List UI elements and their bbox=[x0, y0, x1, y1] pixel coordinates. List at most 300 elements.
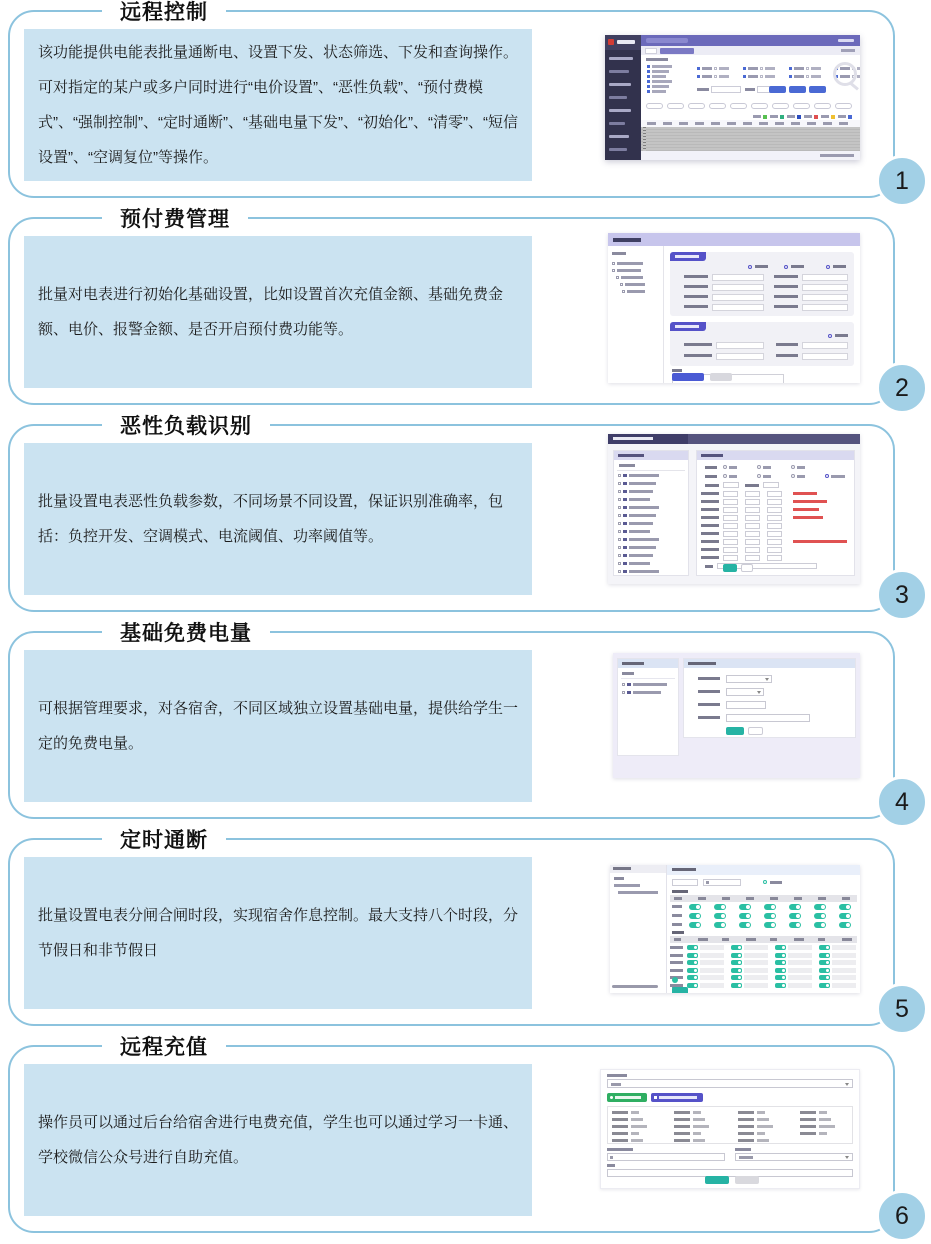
mock-time-field bbox=[744, 945, 768, 950]
mock-part bbox=[647, 65, 650, 68]
mock-part bbox=[748, 67, 758, 70]
mock-part bbox=[693, 1132, 701, 1135]
mock-part bbox=[738, 976, 741, 979]
mock-part bbox=[623, 482, 627, 485]
mock-part bbox=[652, 80, 672, 83]
mock-part bbox=[698, 716, 720, 719]
mock-part bbox=[721, 905, 725, 909]
mock-toggle-on bbox=[819, 983, 830, 988]
section-title: 远程充值 bbox=[102, 1029, 226, 1067]
mock-part bbox=[693, 1118, 705, 1121]
mock-tree-panel bbox=[617, 658, 679, 756]
mock-part bbox=[614, 451, 688, 460]
mock-part bbox=[613, 867, 631, 870]
mock-part bbox=[769, 86, 786, 93]
mock-red-note bbox=[793, 540, 847, 543]
mock-part bbox=[646, 38, 688, 43]
mock-part bbox=[791, 265, 804, 268]
mock-toggle-on bbox=[775, 983, 786, 988]
mock-part bbox=[771, 923, 775, 927]
mock-part bbox=[721, 914, 725, 918]
mock-part bbox=[610, 865, 666, 873]
mock-part bbox=[826, 976, 829, 979]
mock-part bbox=[623, 490, 627, 493]
mock-sidebar bbox=[605, 35, 641, 160]
mock-part bbox=[607, 1148, 633, 1151]
mock-part bbox=[782, 961, 785, 964]
mock-part bbox=[846, 923, 850, 927]
section-description-box bbox=[24, 443, 532, 595]
mock-part bbox=[629, 498, 650, 501]
mock-part bbox=[814, 115, 818, 119]
mock-part bbox=[613, 437, 653, 440]
mock-part bbox=[797, 466, 805, 469]
mock-part bbox=[796, 905, 800, 909]
mock-part bbox=[745, 515, 760, 521]
mock-part bbox=[702, 75, 712, 78]
mock-part bbox=[771, 914, 775, 918]
mock-part bbox=[705, 484, 719, 487]
mock-part bbox=[609, 57, 633, 60]
mock-part bbox=[727, 122, 736, 125]
mock-part bbox=[738, 961, 741, 964]
mock-toggle-on bbox=[739, 913, 751, 919]
section-description-text: 操作员可以通过后台给宿舍进行电费充值，学生也可以通过学习一卡通、学校微信公众号进行自助充值。 bbox=[38, 1114, 519, 1166]
mock-tree-panel bbox=[613, 450, 689, 576]
mock-part bbox=[821, 115, 829, 118]
mock-part bbox=[738, 969, 741, 972]
mock-part bbox=[787, 115, 795, 118]
mock-part bbox=[770, 897, 778, 900]
feature-overview-page bbox=[0, 1, 931, 1244]
mock-part bbox=[767, 531, 782, 537]
mock-part bbox=[696, 923, 700, 927]
mock-table-rows bbox=[641, 127, 860, 151]
mock-part bbox=[667, 865, 860, 875]
mock-part bbox=[701, 508, 719, 511]
feature-section-free-electricity bbox=[8, 622, 909, 819]
mock-part bbox=[625, 283, 645, 286]
mock-part bbox=[809, 86, 826, 93]
caret-down-icon bbox=[757, 691, 761, 694]
mock-part bbox=[615, 1096, 641, 1099]
mock-part bbox=[723, 499, 738, 505]
mock-toggle-on bbox=[775, 960, 786, 965]
mock-part bbox=[738, 1118, 754, 1121]
feature-section-remote-control bbox=[8, 1, 909, 198]
mock-part bbox=[746, 938, 756, 941]
mock-part bbox=[623, 554, 627, 557]
mock-part bbox=[618, 498, 621, 501]
mock-time-field bbox=[832, 953, 856, 958]
mock-part bbox=[842, 938, 852, 941]
mock-part bbox=[618, 570, 621, 573]
mock-part bbox=[622, 290, 625, 293]
mock-part bbox=[647, 122, 656, 125]
mock-part bbox=[839, 122, 848, 125]
mock-part bbox=[629, 514, 656, 517]
mock-part bbox=[791, 474, 795, 478]
mock-toggle-on bbox=[775, 968, 786, 973]
mock-part bbox=[802, 353, 848, 360]
section-description-text: 批量对电表进行初始化基础设置，比如设置首次充值金额、基础免费金额、电价、报警金额、是否开启预付费功能等。 bbox=[38, 286, 504, 338]
mock-part bbox=[607, 1074, 627, 1077]
mock-part bbox=[794, 75, 804, 78]
mock-part bbox=[730, 103, 747, 109]
mock-part bbox=[780, 115, 784, 119]
screenshot-schedule-toggles bbox=[610, 865, 860, 993]
mock-part bbox=[688, 103, 705, 109]
mock-part bbox=[716, 353, 764, 360]
mock-part bbox=[796, 914, 800, 918]
mock-part bbox=[701, 556, 719, 559]
mock-toggle-on bbox=[814, 904, 826, 910]
mock-part bbox=[609, 96, 627, 99]
mock-part bbox=[609, 109, 631, 112]
mock-part bbox=[819, 1125, 835, 1128]
mock-part bbox=[838, 39, 854, 42]
mock-part bbox=[611, 1083, 621, 1086]
mock-part bbox=[609, 148, 627, 151]
mock-part bbox=[746, 897, 754, 900]
mock-part bbox=[672, 868, 696, 871]
mock-part bbox=[767, 507, 782, 513]
mock-part bbox=[826, 969, 829, 972]
mock-part bbox=[760, 67, 763, 70]
mock-part bbox=[697, 451, 854, 460]
caret-down-icon bbox=[765, 678, 769, 681]
mock-part bbox=[612, 1111, 628, 1114]
mock-part bbox=[719, 67, 729, 70]
mock-part bbox=[701, 492, 719, 495]
mock-toggle-on bbox=[839, 904, 851, 910]
mock-time-field bbox=[700, 968, 724, 973]
mock-part bbox=[705, 565, 713, 568]
mock-part bbox=[667, 103, 684, 109]
mock-part bbox=[759, 122, 768, 125]
mock-part bbox=[629, 562, 650, 565]
mock-part bbox=[629, 522, 653, 525]
mock-part bbox=[757, 474, 761, 478]
mock-part bbox=[711, 86, 741, 93]
mock-part bbox=[745, 531, 760, 537]
mock-part bbox=[695, 122, 704, 125]
mock-cancel-button bbox=[735, 1176, 759, 1184]
mock-part bbox=[771, 905, 775, 909]
mock-part bbox=[797, 115, 801, 119]
mock-part bbox=[838, 115, 846, 118]
mock-part bbox=[774, 295, 798, 298]
mock-scrollbar bbox=[612, 985, 658, 988]
mock-part bbox=[739, 1156, 753, 1159]
mock-part bbox=[767, 539, 782, 545]
section-number-badge: 6 bbox=[876, 1190, 928, 1242]
mock-part bbox=[672, 905, 682, 908]
mock-time-field bbox=[744, 953, 768, 958]
section-title: 定时通断 bbox=[102, 822, 226, 860]
mock-part bbox=[712, 294, 764, 301]
mock-part bbox=[659, 1096, 697, 1099]
mock-part bbox=[618, 538, 621, 541]
mock-part bbox=[698, 938, 708, 941]
mock-toggle-on bbox=[687, 960, 698, 965]
mock-table-checkcol bbox=[643, 127, 646, 151]
mock-part bbox=[629, 570, 659, 573]
mock-part bbox=[612, 1139, 628, 1142]
mock-part bbox=[672, 890, 688, 893]
mock-part bbox=[623, 530, 627, 533]
mock-select bbox=[672, 879, 698, 886]
mock-part bbox=[618, 562, 621, 565]
mock-save-button bbox=[672, 987, 688, 993]
mock-part bbox=[714, 75, 717, 78]
mock-part bbox=[629, 482, 656, 485]
mock-titletab bbox=[608, 434, 688, 444]
mock-part bbox=[745, 507, 760, 513]
mock-part bbox=[800, 1111, 816, 1114]
mock-part bbox=[746, 914, 750, 918]
mock-part bbox=[826, 984, 829, 987]
mock-input bbox=[726, 714, 810, 722]
mock-time-field bbox=[832, 975, 856, 980]
mock-part bbox=[629, 538, 659, 541]
mock-part bbox=[776, 343, 798, 346]
mock-toggle-on bbox=[731, 983, 742, 988]
mock-time-field bbox=[700, 983, 724, 988]
mock-part bbox=[729, 466, 737, 469]
mock-part bbox=[814, 103, 831, 109]
mock-part bbox=[806, 75, 809, 78]
mock-part bbox=[774, 275, 798, 278]
logo-icon bbox=[608, 39, 614, 45]
caret-down-icon bbox=[845, 1156, 849, 1159]
mock-part bbox=[619, 464, 635, 467]
mock-save-button bbox=[723, 564, 737, 572]
mock-part bbox=[794, 938, 804, 941]
mock-part bbox=[846, 914, 850, 918]
mock-part bbox=[616, 276, 619, 279]
mock-toggle-on bbox=[814, 913, 826, 919]
mock-header bbox=[608, 233, 860, 246]
mock-part bbox=[623, 546, 627, 549]
mock-part bbox=[796, 923, 800, 927]
mock-filter-panel bbox=[641, 55, 860, 101]
mock-part bbox=[825, 474, 829, 478]
mock-part bbox=[738, 1111, 754, 1114]
mock-part bbox=[738, 954, 741, 957]
mock-part bbox=[701, 500, 719, 503]
mock-part bbox=[629, 490, 653, 493]
mock-part bbox=[819, 1111, 827, 1114]
mock-part bbox=[623, 538, 627, 541]
mock-part bbox=[807, 122, 816, 125]
mock-part bbox=[652, 65, 672, 68]
mock-part bbox=[670, 946, 683, 949]
mock-time-field bbox=[744, 975, 768, 980]
mock-part bbox=[609, 135, 629, 138]
mock-part bbox=[802, 342, 848, 349]
mock-toggle-on bbox=[775, 953, 786, 958]
mock-part bbox=[674, 1118, 690, 1121]
section-number-badge: 3 bbox=[876, 569, 928, 621]
screenshot-malicious-load-params bbox=[608, 434, 860, 584]
mock-red-note bbox=[793, 500, 827, 503]
mock-part bbox=[738, 984, 741, 987]
mock-part bbox=[670, 969, 683, 972]
mock-amount-input bbox=[607, 1153, 725, 1161]
feature-section-remote-recharge bbox=[8, 1036, 909, 1233]
mock-red-note bbox=[793, 508, 819, 511]
section-title: 恶性负载识别 bbox=[102, 408, 270, 446]
mock-part bbox=[672, 931, 684, 934]
mock-part bbox=[746, 905, 750, 909]
mock-part bbox=[631, 1118, 643, 1121]
mock-part bbox=[629, 474, 659, 477]
mock-time-field bbox=[832, 945, 856, 950]
mock-part bbox=[782, 976, 785, 979]
mock-part bbox=[818, 938, 825, 941]
mock-part bbox=[819, 1132, 827, 1135]
mock-part bbox=[698, 897, 706, 900]
mock-part bbox=[618, 659, 678, 668]
mock-part bbox=[745, 499, 760, 505]
mock-part bbox=[702, 67, 712, 70]
section-description-box bbox=[24, 29, 532, 181]
mock-part bbox=[757, 1132, 765, 1135]
mock-part bbox=[826, 265, 830, 269]
mock-part bbox=[621, 276, 643, 279]
mock-part bbox=[735, 1148, 751, 1151]
mock-part bbox=[675, 325, 699, 328]
mock-part bbox=[623, 514, 627, 517]
mock-time-field bbox=[700, 945, 724, 950]
mock-part bbox=[684, 285, 708, 288]
mock-part bbox=[738, 946, 741, 949]
mock-cancel-button bbox=[741, 564, 753, 572]
mock-part bbox=[618, 482, 621, 485]
mock-toggle-on bbox=[687, 983, 698, 988]
mock-part bbox=[623, 570, 627, 573]
mock-time-field bbox=[744, 960, 768, 965]
mock-toggle-on bbox=[819, 945, 830, 950]
mock-part bbox=[623, 474, 627, 477]
mock-part bbox=[857, 67, 860, 70]
mock-toggle-on bbox=[731, 945, 742, 950]
mock-part bbox=[826, 946, 829, 949]
mock-toggle-on bbox=[775, 945, 786, 950]
section-description-text: 批量设置电表分闸合闸时段，实现宿舍作息控制。最大支持八个时段，分节假日和非节假日 bbox=[38, 907, 519, 959]
mock-time-field bbox=[788, 945, 812, 950]
mock-part bbox=[821, 914, 825, 918]
screenshot-remote-recharge-form bbox=[600, 1069, 860, 1189]
mock-part bbox=[675, 255, 699, 258]
mock-time-field bbox=[788, 960, 812, 965]
mock-time-field bbox=[744, 968, 768, 973]
mock-part bbox=[618, 514, 621, 517]
mock-part bbox=[833, 265, 846, 268]
mock-part bbox=[748, 265, 752, 269]
mock-part bbox=[620, 283, 623, 286]
mock-part bbox=[694, 984, 697, 987]
mock-part bbox=[738, 1132, 754, 1135]
mock-part bbox=[818, 897, 826, 900]
section-number-badge: 1 bbox=[876, 155, 928, 207]
mock-part bbox=[723, 507, 738, 513]
mock-part bbox=[609, 122, 625, 125]
mock-part bbox=[670, 954, 683, 957]
mock-part bbox=[746, 923, 750, 927]
mock-part bbox=[674, 1111, 690, 1114]
mock-part bbox=[684, 343, 712, 346]
mock-footer bbox=[641, 151, 860, 160]
mock-part bbox=[629, 506, 659, 509]
mock-part bbox=[698, 677, 720, 680]
mock-part bbox=[697, 75, 700, 78]
mock-part bbox=[623, 506, 627, 509]
mock-part bbox=[723, 531, 738, 537]
mock-primary-button bbox=[672, 373, 704, 381]
mock-part bbox=[757, 1111, 765, 1114]
mock-time-field bbox=[832, 968, 856, 973]
mock-room-select bbox=[607, 1079, 853, 1088]
mock-toggle-on bbox=[731, 953, 742, 958]
mock-part bbox=[612, 1118, 628, 1121]
mock-toggle-on bbox=[789, 904, 801, 910]
mock-part bbox=[811, 75, 821, 78]
mock-part bbox=[802, 294, 848, 301]
mock-part bbox=[743, 67, 746, 70]
mock-part bbox=[622, 683, 625, 686]
mock-toggle-on bbox=[764, 904, 776, 910]
mock-part bbox=[765, 67, 775, 70]
mock-part bbox=[743, 75, 746, 78]
caret-down-icon bbox=[845, 1083, 849, 1086]
mock-part bbox=[745, 539, 760, 545]
mock-time-field bbox=[744, 983, 768, 988]
section-description-box bbox=[24, 650, 532, 802]
mock-time-field bbox=[788, 968, 812, 973]
mock-logo bbox=[605, 35, 641, 50]
mock-part bbox=[723, 515, 738, 521]
mock-part bbox=[848, 115, 852, 119]
mock-part bbox=[618, 474, 621, 477]
mock-part bbox=[723, 523, 738, 529]
mock-query-button bbox=[651, 1093, 703, 1102]
mock-part bbox=[672, 369, 682, 372]
magnifier-icon bbox=[833, 62, 857, 86]
mock-part bbox=[698, 703, 720, 706]
mock-part bbox=[782, 969, 785, 972]
screenshot-free-electricity-form bbox=[613, 653, 860, 778]
mock-part bbox=[670, 895, 857, 902]
mock-part bbox=[794, 897, 802, 900]
mock-part bbox=[831, 475, 845, 478]
mock-part bbox=[652, 85, 669, 88]
section-number-badge: 5 bbox=[876, 983, 928, 1035]
mock-part bbox=[821, 905, 825, 909]
mock-part bbox=[712, 304, 764, 311]
mock-part bbox=[694, 961, 697, 964]
mock-tree-panel bbox=[608, 246, 664, 383]
mock-part bbox=[831, 115, 835, 119]
mock-part bbox=[776, 354, 798, 357]
mock-part bbox=[789, 67, 792, 70]
mock-part bbox=[701, 540, 719, 543]
mock-part bbox=[802, 304, 848, 311]
mock-part bbox=[767, 547, 782, 553]
mock-part bbox=[770, 881, 782, 884]
mock-part bbox=[674, 897, 682, 900]
